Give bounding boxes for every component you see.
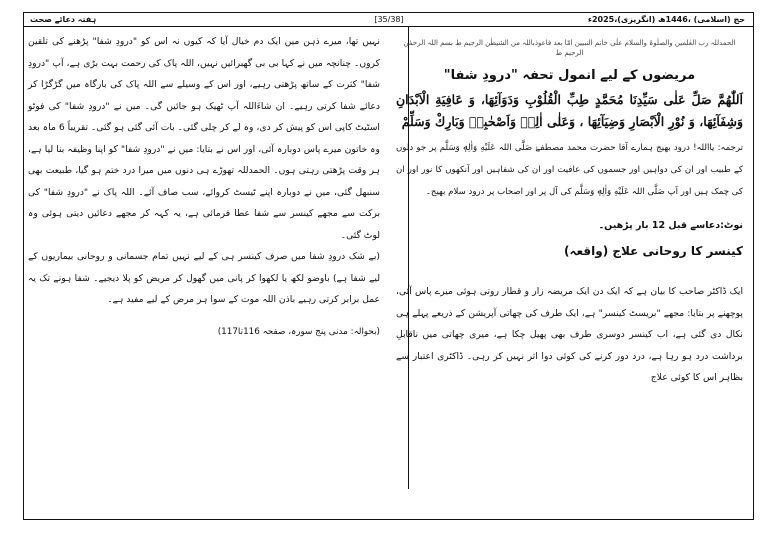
durood-arabic-text: اَللّٰهُمَّ صَلِّ عَلٰى سَيِّدِنَا مُحَمَّدٍ طِبِّ الْقُلُوْبِ وَدَوَآئِهَا، وَ عَافِيَةِ الْاَبْدَانِ وَشِفَآئِهَا، وَ نُوْرِ الْاَبْصَارِ وَضِيَآئِهَا ، وَعَلٰى اٰلِهٖ وَاَصْحٰبِهٖ وَبَارِكْ وَسَلِّمْ <box>396 92 743 129</box>
header-right-date: حج (اسلامی) ،1446ھ (انگریزی)،2025ء <box>587 15 745 24</box>
header-rule <box>24 26 753 27</box>
recitation-note: نوٹ:دعاسے قبل 12 بار پڑھیں۔ <box>598 220 743 231</box>
story-paragraph: ایک ڈاکٹر صاحب کا بیان ہے کہ ایک دن ایک مریضہ زار و قطار روتی ہوئی میرے پاس آئی، پوچھنے پر بتایا: مجھے "بریسٹ کینسر" ہے، ایک طرف کی چھاتی آپریشن کے ذریعے پہلے ہی نکال دی گئی ہے، اب کینسر دوسری طرف بھی پھیل چکا ہے، میری چھاتی میں ناقابلِ برداشت درد ہو رہا ہے، درد دور کرنے کی کوئی دوا اثر نہیں کر رہی۔ ڈاکٹری اعتبار سے بظاہر اس کا کوئی علاج <box>396 286 743 383</box>
story-continuation: نہیں تھا، میرے ذہن میں ایک دم خیال آیا کہ کیوں نہ اس کو "درودِ شفا" پڑھنے کی تلقین کروں۔ چنانچہ میں نے کہا بی بی گھبرائیں نہیں، اللہ پاک کی رحمت بہت بڑی ہے، آپ "درودِ شفا" کثرت کے ساتھ پڑھتی رہیے، اور اس کے وسیلے سے اللہ پاک کی بارگاہ میں گڑگڑا کر دعائے شفا کرتی رہیے۔ ان شاءَاللہ آپ ٹھیک ہو جائیں گی۔ میں نے "درودِ شفا" کی فوٹو اسٹیٹ کاپی اس کو پیش کر دی، وہ لے کر چلی گئی۔ بات آئی گئی ہو گئی۔ تقریباً 6 ماہ بعد وہ خاتون میرے پاس دوبارہ آئی، اور اس نے بتایا: میں نے "درودِ شفا" کو اپنا وظیفہ بنا لیا ہے، ہر وقت پڑھتی رہتی ہوں۔ الحمدللہ تھوڑے ہی دنوں میں میرا درد ختم ہو گیا، طبیعت بھی سنبھل گئی، میں نے دوبارہ اپنے ٹیسٹ کروائے، سب صاف آئے۔ اللہ پاک نے "درودِ شفا" کی برکت سے مجھے کینسر سے شفا عطا فرمائی ہے، یہ کہہ کر مجھے دعائیں دیتی ہوئی وہ لوٹ گئی۔ <box>28 36 380 241</box>
section-heading: کینسر کا روحانی علاج (واقعہ) <box>564 244 743 258</box>
left-column <box>28 31 380 349</box>
reference-citation: (بحوالہ: مدنی پنج سورہ، صفحہ 116تا117) <box>217 326 380 337</box>
right-column <box>396 31 743 389</box>
page-counter: [35/38] <box>374 15 404 24</box>
header-left-title: ہفتہ دعائے صحت <box>30 15 97 24</box>
opening-invocation: الحمدللہ رب العٰلمین والصلٰوۃ والسلام علٰی خاتم النبیین امّا بعد فاعوذباللہ من الشیطٰن الرجیم ط بسم اللہ الرحمٰن الرحیم ط <box>403 39 736 57</box>
page-frame <box>23 12 754 520</box>
translation-text: ترجمہ: یااللہ! درود بھیج ہمارے آقا حضرت محمد مصطفےٰ صَلَّی اللہ عَلَیْهِ وَاٰلِهٖ وَسَلَّم پر جو دلوں کے طبیب اور ان کی دواہیں اور جسموں کی عافیت اور ان کی شفاہیں اور آنکھوں کا نور اور ان کی چمک ہیں اور آپ صَلَّی اللہ عَلَیْهِ وَاٰلِهٖ وَسَلَّم کی آل پر اور اصحاب پر درود سلام بھیج۔ <box>396 143 743 197</box>
article-title: مریضوں کے لیے انمول تحفہ "درودِ شفا" <box>443 68 696 83</box>
benefit-paragraph: (بے شک درودِ شفا میں صرف کینسر ہی کے لیے نہیں تمام جسمانی و روحانی بیماریوں کے لیے شفا ہے) باوضو لکھ یا لکھوا کر پانی میں گھول کر مریض کو پلا دیجیے۔ شفا ہونے تک یہ عمل برابر کرتی رہیے باذن اللہ موت کے سوا ہر مرض کے لیے مفید ہے۔ <box>28 251 380 305</box>
